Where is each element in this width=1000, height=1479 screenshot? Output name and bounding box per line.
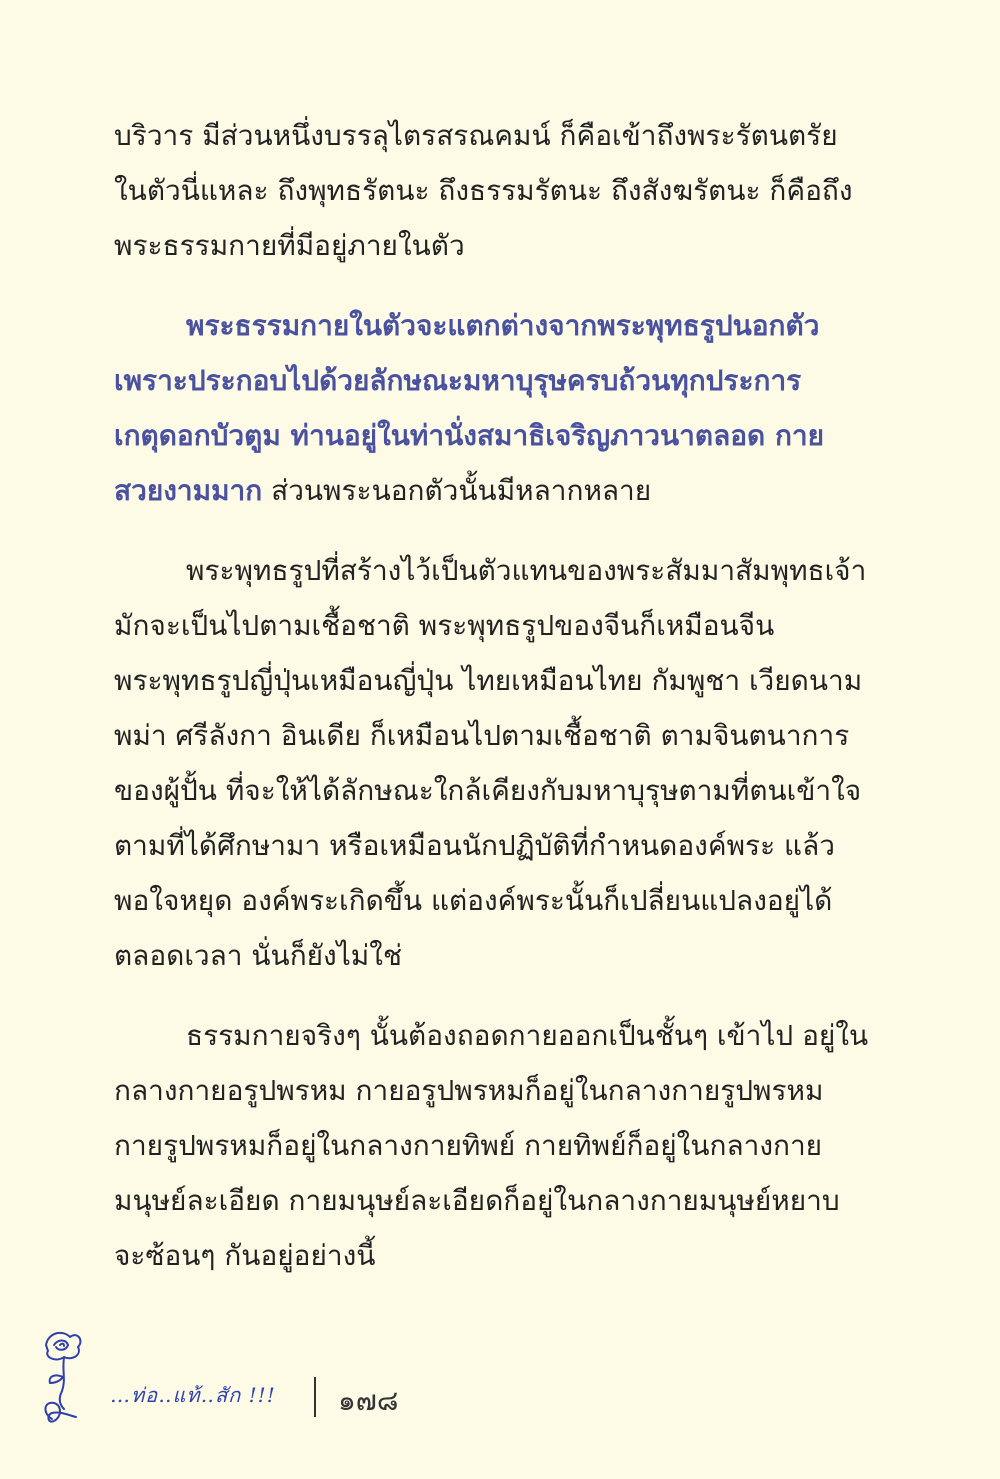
emphasis-text-line: พระธรรมกายในตัวจะแตกต่างจากพระพุทธรูปนอกตัว [186, 309, 820, 342]
text-line [114, 463, 890, 518]
text-line: พระพุทธรูปที่สร้างไว้เป็นตัวแทนของพระสัมมาสัมพุทธเจ้า [186, 554, 867, 587]
emphasis-text-line: เพราะประกอบไปด้วยลักษณะมหาบุรุษครบถ้วนทุกประการ [114, 364, 802, 397]
text-line: ตามที่ได้ศึกษามา หรือเหมือนนักปฏิบัติที่กำหนดองค์พระ แล้ว [114, 829, 835, 862]
text-line: มักจะเป็นไปตามเชื้อชาติ พระพุทธรูปของจีนก็เหมือนจีน [114, 609, 775, 642]
text-line: พม่า ศรีลังกา อินเดีย ก็เหมือนไปตามเชื้อชาติ ตามจินตนาการ [114, 719, 850, 752]
signature-text: …ท่อ‥แท้‥สัก !!! [110, 1383, 276, 1407]
text-line: ของผู้ปั้น ที่จะให้ได้ลักษณะใกล้เคียงกับมหาบุรุษตามที่ตนเข้าใจ [114, 774, 862, 807]
text-line: พอใจหยุด องค์พระเกิดขึ้น แต่องค์พระนั้นก็เปลี่ยนแปลงอยู่ได้ [114, 884, 833, 917]
emphasis-text-line: เกตุดอกบัวตูม ท่านอยู่ในท่านั่งสมาธิเจริญภาวนาตลอด กาย [114, 419, 825, 452]
text-line: ธรรมกายจริงๆ นั้นต้องถอดกายออกเป็นชั้นๆ เข้าไป อยู่ใน [186, 1019, 869, 1052]
text-line: มนุษย์ละเอียด กายมนุษย์ละเอียดก็อยู่ในกลางกายมนุษย์หยาบ [114, 1184, 840, 1217]
text-line: กายรูปพรหมก็อยู่ในกลางกายทิพย์ กายทิพย์ก็อยู่ในกลางกาย [114, 1129, 823, 1162]
page-body [114, 108, 890, 1308]
signature-graphic [36, 1325, 296, 1435]
footer-divider [314, 1377, 316, 1417]
text-line: กลางกายอรูปพรหม กายอรูปพรหมก็อยู่ในกลางกายรูปพรหม [114, 1074, 824, 1107]
paragraph-1 [114, 108, 890, 273]
regular-text: ส่วนพระนอกตัวนั้นมีหลากหลาย [262, 474, 652, 507]
page-footer [36, 1325, 436, 1435]
paragraph-4 [114, 1008, 890, 1283]
text-line: ในตัวนี่แหละ ถึงพุทธรัตนะ ถึงธรรมรัตนะ ถึงสังฆรัตนะ ก็คือถึง [114, 174, 853, 207]
text-line: พระธรรมกายที่มีอยู่ภายในตัว [114, 229, 465, 262]
page-number: ๑๗๘ [338, 1384, 399, 1417]
paragraph-2 [114, 298, 890, 518]
text-line: ตลอดเวลา นั่นก็ยังไม่ใช่ [114, 939, 402, 972]
text-line: จะซ้อนๆ กันอยู่อย่างนี้ [114, 1239, 376, 1272]
emphasis-text: สวยงามมาก [114, 474, 263, 507]
paragraph-3 [114, 543, 890, 983]
text-line: บริวาร มีส่วนหนึ่งบรรลุไตรสรณคมน์ ก็คือเข้าถึงพระรัตนตรัย [114, 119, 838, 152]
text-line: พระพุทธรูปญี่ปุ่นเหมือนญี่ปุ่น ไทยเหมือนไทย กัมพูชา เวียดนาม [114, 664, 863, 697]
